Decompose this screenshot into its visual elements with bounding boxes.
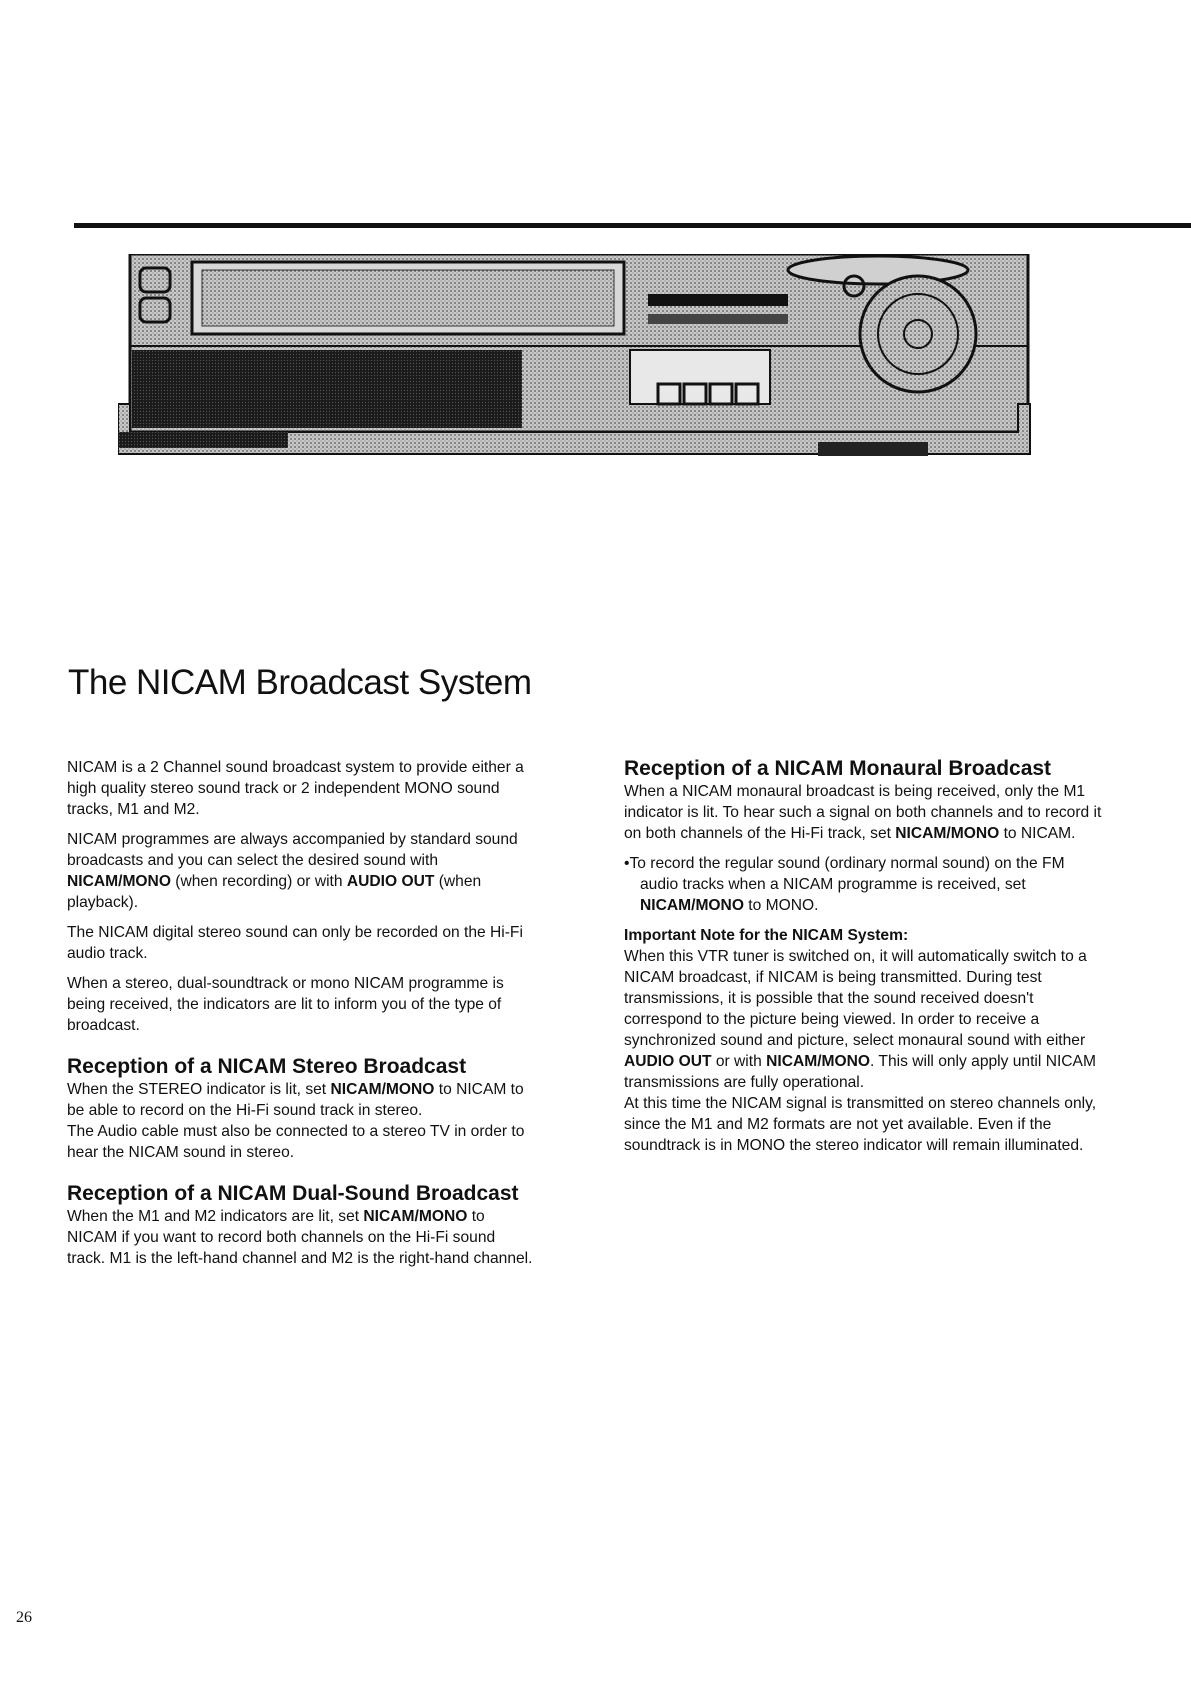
top-rule [74, 223, 1191, 228]
important-note-heading: Important Note for the NICAM System: [624, 927, 909, 944]
left-column [67, 757, 537, 1278]
stereo-paragraph-2: The Audio cable must also be connected to a stereo TV in order to hear the NICAM sound in stereo. [67, 1123, 525, 1161]
dual-sound-heading: Reception of a NICAM Dual-Sound Broadcast [67, 1182, 519, 1205]
vcr-front-panel-illustration [118, 254, 1036, 476]
intro-paragraph-2: NICAM programmes are always accompanied by standard sound broadcasts and you can select the desired sound with NICAM/MONO (when recording) or with AUDIO OUT (when playback). [67, 831, 518, 911]
right-column [624, 756, 1102, 1165]
page-title: The NICAM Broadcast System [68, 663, 532, 702]
monaural-bullet: •To record the regular sound (ordinary normal sound) on the FM audio tracks when a NICAM programme is received, set NICAM/MONO to MONO. [624, 855, 1065, 914]
intro-paragraph-1: NICAM is a 2 Channel sound broadcast system to provide either a high quality stereo sound track or 2 independent MONO sound tracks, M1 and M2. [67, 759, 524, 818]
monaural-paragraph: When a NICAM monaural broadcast is being received, only the M1 indicator is lit. To hear such a signal on both channels and to record it on both channels of the Hi-Fi track, set NICAM/MONO to NICAM. [624, 783, 1102, 842]
intro-paragraph-3: The NICAM digital stereo sound can only be recorded on the Hi-Fi audio track. [67, 924, 523, 962]
page-number: 26 [16, 1609, 32, 1626]
stereo-paragraph-1: When the STEREO indicator is lit, set NICAM/MONO to NICAM to be able to record on the Hi-Fi sound track in stereo. [67, 1081, 524, 1119]
dual-sound-paragraph: When the M1 and M2 indicators are lit, set NICAM/MONO to NICAM if you want to record both channels on the Hi-Fi sound track. M1 is the left-hand channel and M2 is the right-hand channel. [67, 1208, 533, 1267]
important-note-paragraph-1: When this VTR tuner is switched on, it will automatically switch to a NICAM broadcast, if NICAM is being transmitted. During test transmissions, it is possible that the sound received doesn't correspond to the picture being viewed. In order to receive a synchronized sound and picture, select monaural sound with either AUDIO OUT or with NICAM/MONO. This will only apply until NICAM transmissions are fully operational. [624, 948, 1096, 1091]
important-note-paragraph-2: At this time the NICAM signal is transmitted on stereo channels only, since the M1 and M2 formats are not yet available. Even if the soundtrack is in MONO the stereo indicator will remain illuminated. [624, 1095, 1097, 1154]
intro-paragraph-4: When a stereo, dual-soundtrack or mono NICAM programme is being received, the indicators are lit to inform you of the type of broadcast. [67, 975, 504, 1034]
monaural-heading: Reception of a NICAM Monaural Broadcast [624, 757, 1052, 780]
stereo-heading: Reception of a NICAM Stereo Broadcast [67, 1055, 467, 1078]
